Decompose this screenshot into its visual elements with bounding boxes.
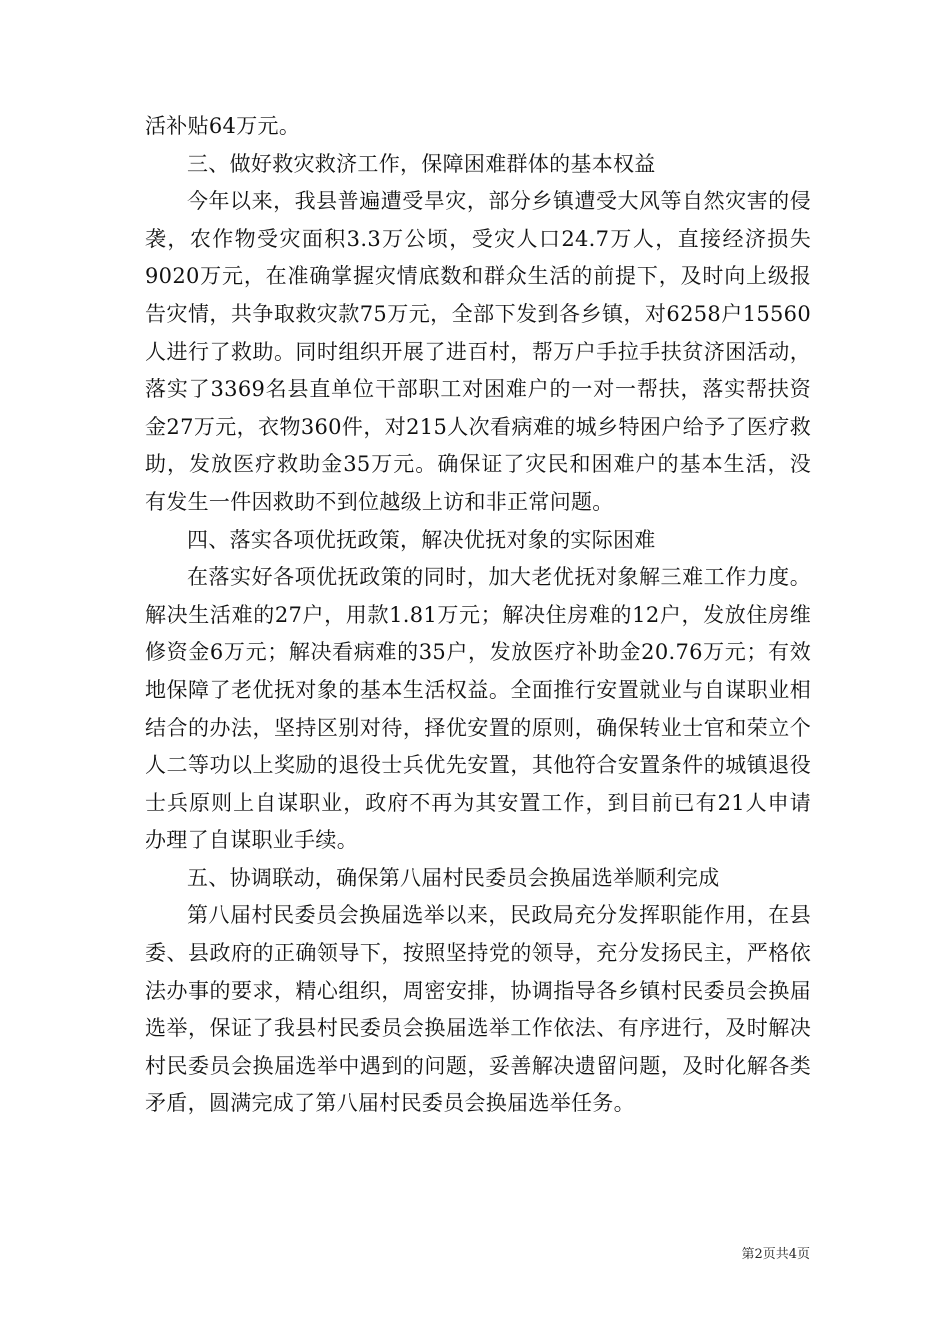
section-heading-5: 五、协调联动，确保第八届村民委员会换届选举顺利完成: [187, 865, 720, 890]
paragraph-continuation: 活补贴64万元。: [145, 114, 301, 138]
page-number-footer: 第2页共4页: [741, 1247, 810, 1262]
section-heading-3: 三、做好救灾救济工作，保障困难群体的基本权益: [187, 151, 656, 176]
paragraph-preferential-policy: 在落实好各项优抚政策的同时，加大老优抚对象解三难工作力度。解决生活难的27户，用款1.81万元；解决住房难的12户，发放住房维修资金6万元；解决看病难的35户，发放医疗补助金20.76万元；有效地保障了老优抚对象的基本生活权益。全面推行安置就业与自谋职业相结合的办法，坚持区别对待，择优安置的原则，确保转业士官和荣立个人二等功以上奖励的退役士兵优先安置，其他符合安置条件的城镇退役士兵原则上自谋职业，政府不再为其安置工作，到目前已有21人申请办理了自谋职业手续。: [145, 565, 811, 853]
body-text: [145, 108, 811, 1123]
paragraph-village-election: 第八届村民委员会换届选举以来，民政局充分发挥职能作用，在县委、县政府的正确领导下，按照坚持党的领导，充分发扬民主，严格依法办事的要求，精心组织，周密安排，协调指导各乡镇村民委员会换届选举，保证了我县村民委员会换届选举工作依法、有序进行，及时解决村民委员会换届选举中遇到的问题，妥善解决遗留问题，及时化解各类矛盾，圆满完成了第八届村民委员会换届选举任务。: [145, 903, 811, 1116]
section-heading-4: 四、落实各项优抚政策，解决优抚对象的实际困难: [187, 527, 656, 552]
paragraph-disaster-relief: 今年以来，我县普遍遭受旱灾，部分乡镇遭受大风等自然灾害的侵袭，农作物受灾面积3.3万公顷，受灾人口24.7万人，直接经济损失9020万元，在准确掌握灾情底数和群众生活的前提下，及时向上级报告灾情，共争取救灾款75万元，全部下发到各乡镇，对6258户15560人进行了救助。同时组织开展了进百村，帮万户手拉手扶贫济困活动，落实了3369名县直单位干部职工对困难户的一对一帮扶，落实帮扶资金27万元，衣物360件，对215人次看病难的城乡特困户给予了医疗救助，发放医疗救助金35万元。确保证了灾民和困难户的基本生活，没有发生一件因救助不到位越级上访和非正常问题。: [145, 189, 811, 514]
